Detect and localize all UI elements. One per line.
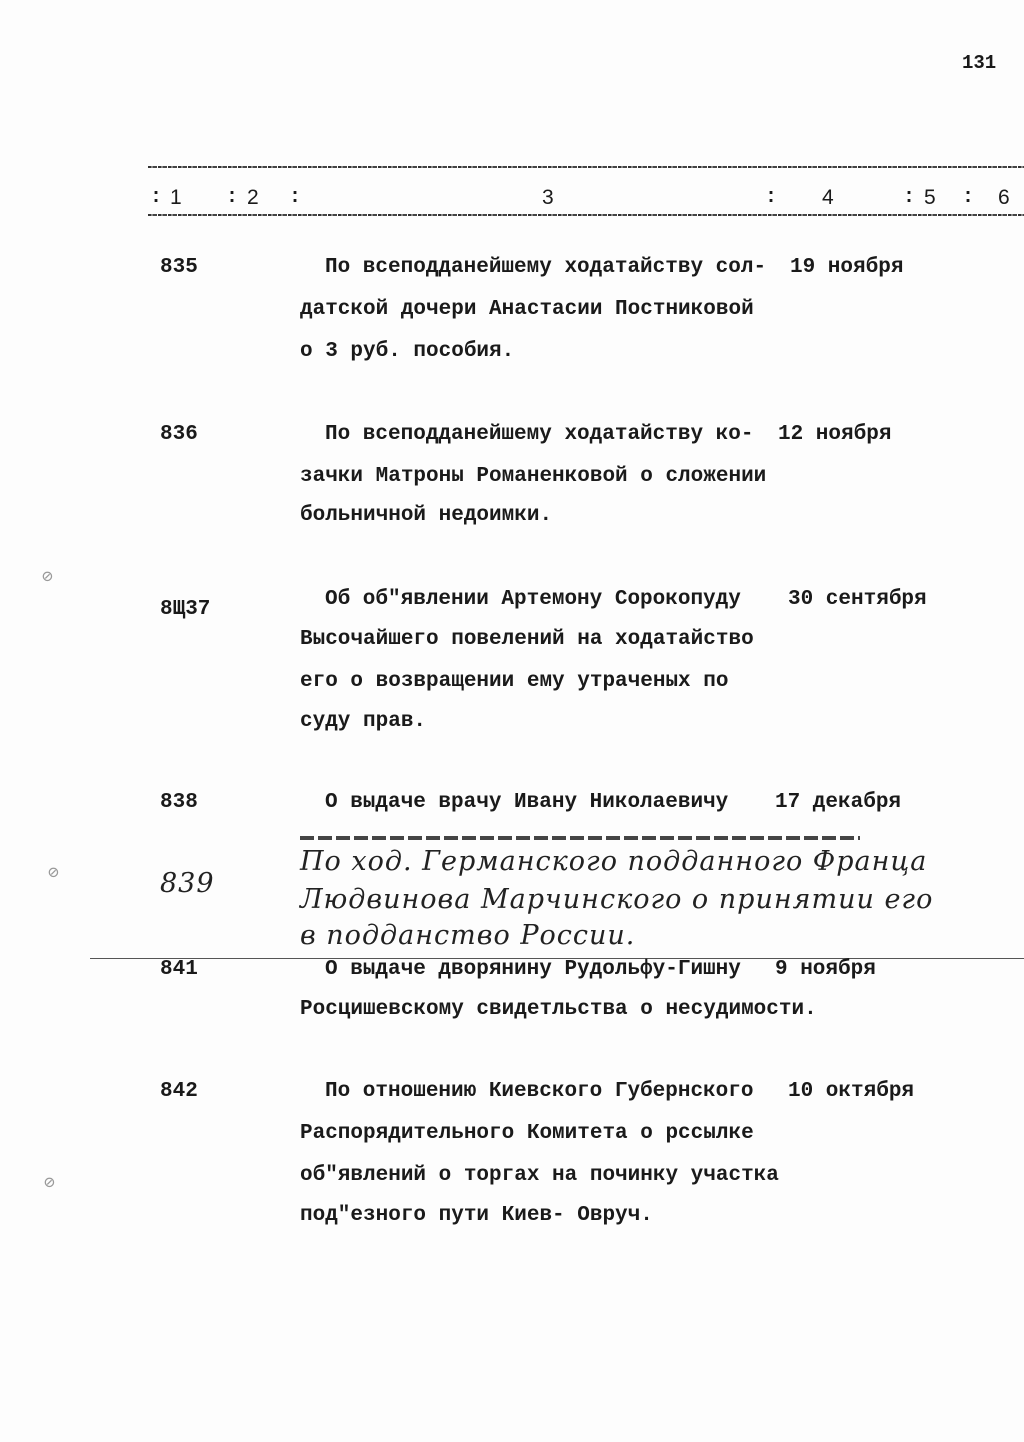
page-number: 131 (962, 52, 997, 74)
column-header-6: 6 (998, 186, 1010, 209)
column-separator: : (765, 186, 778, 209)
column-separator: : (903, 186, 916, 209)
entry-text-line: Распорядительного Комитета о рссылке (300, 1122, 754, 1145)
entry-date: 12 ноября (778, 423, 892, 446)
entry-text-line: об"явлений о торгах на починку участка (300, 1164, 779, 1187)
column-header-1: 1 (170, 186, 182, 209)
handwritten-entry-number: 839 (160, 868, 215, 899)
entry-number: 842 (160, 1080, 198, 1103)
entry-date: 10 октября (788, 1080, 915, 1103)
handwritten-text-line: Людвинова Марчинского о принятии его (300, 884, 934, 915)
punch-hole-mark: ⊘ (44, 1174, 55, 1194)
entry-text-line: Росцишевскому свидетльства о несудимости. (300, 998, 817, 1021)
entry-text-line: По отношению Киевского Губернского (325, 1080, 754, 1103)
entry-text-line: суду прав. (300, 710, 427, 733)
handwritten-text-line: По ход. Германского подданного Франца (300, 846, 928, 877)
entry-date: 9 ноября (775, 958, 876, 981)
entry-date: 17 декабря (775, 791, 902, 814)
entry-text-line: его о возвращении ему утраченых по (300, 670, 729, 693)
entry-text-line: Об об"явлении Артемону Сорокопуду (325, 588, 741, 611)
entry-date: 19 ноября (790, 256, 904, 279)
entry-text-line: о 3 руб. пособия. (300, 340, 515, 363)
entry-text-line: под"езного пути Киев- Овруч. (300, 1204, 653, 1227)
entry-number: 841 (160, 958, 198, 981)
entry-number: 836 (160, 423, 198, 446)
entry-number: 835 (160, 256, 198, 279)
header-bottom-rule (148, 214, 1024, 216)
entry-number: 838 (160, 791, 198, 814)
entry-number: 8Щ37 (160, 598, 211, 621)
entry-date: 30 сентября (788, 588, 927, 611)
entry-text-line: датской дочери Анастасии Постниковой (300, 298, 754, 321)
column-header-4: 4 (822, 186, 834, 209)
entry-text-line: больничной недоимки. (300, 504, 553, 527)
punch-hole-mark: ⊘ (42, 568, 53, 588)
entry-text-line: зачки Матроны Романенковой о сложении (300, 465, 767, 488)
entry-text-line: О выдаче врачу Ивану Николаевичу (325, 791, 729, 814)
column-header-3: 3 (542, 186, 554, 209)
column-header-2: 2 (247, 186, 259, 209)
column-separator: : (226, 186, 239, 209)
column-separator: : (150, 186, 163, 209)
column-separator: : (962, 186, 975, 209)
entry-text-line: По всеподданейшему ходатайству ко- (325, 423, 754, 446)
punch-hole-mark: ⊘ (48, 864, 59, 884)
entry-text-line: Высочайшего повелений на ходатайство (300, 628, 754, 651)
column-separator: : (289, 186, 302, 209)
struck-out-line (300, 836, 860, 840)
column-header-5: 5 (924, 186, 936, 209)
header-top-rule (148, 166, 1024, 168)
entry-text-line: По всеподданейшему ходатайству сол- (325, 256, 767, 279)
entry-text-line: О выдаче дворянину Рудольфу-Гишну (325, 958, 741, 981)
handwritten-text-line: в подданство России. (300, 920, 636, 951)
